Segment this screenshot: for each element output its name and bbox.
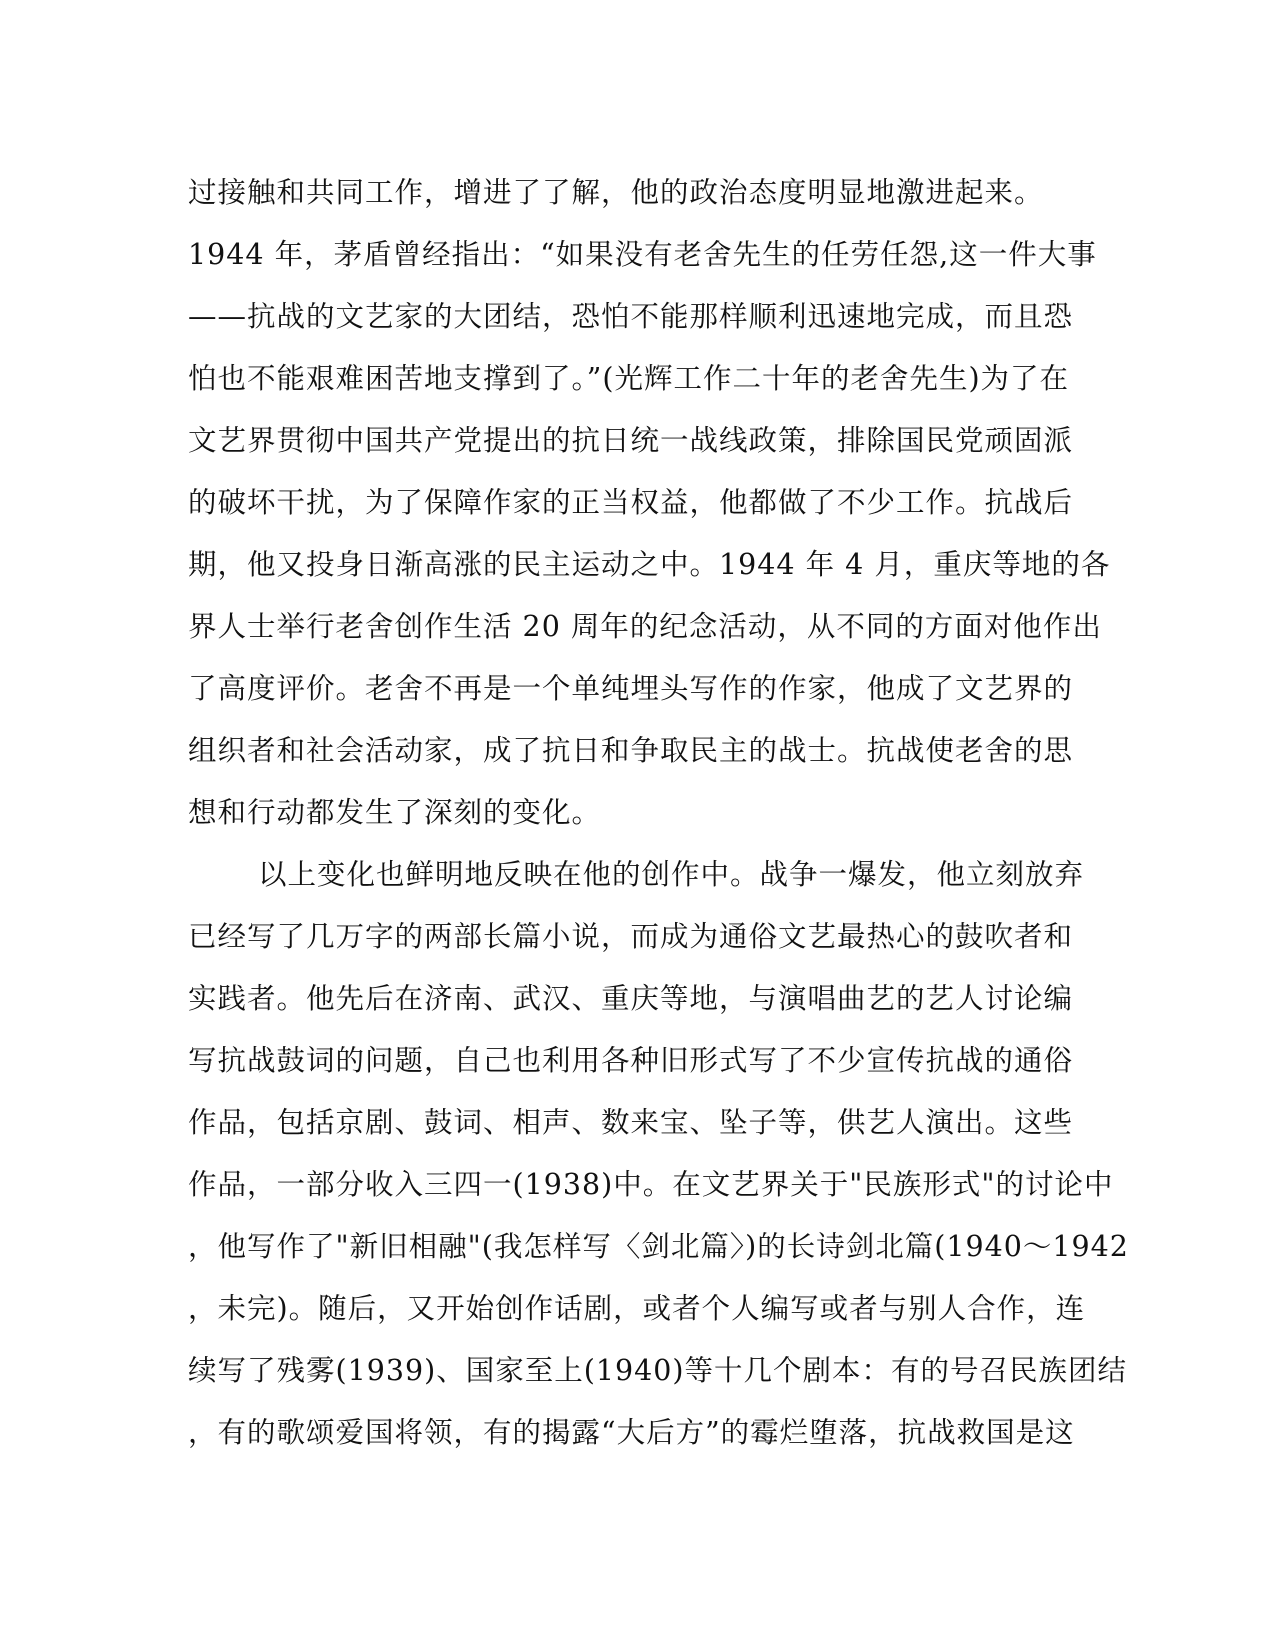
- text-line: 实践者。他先后在济南、武汉、重庆等地，与演唱曲艺的艺人讨论编: [188, 982, 1074, 1015]
- text-line: ，有的歌颂爱国将领，有的揭露“大后方”的霉烂堕落，抗战救国是这: [188, 1416, 1075, 1449]
- text-line: 文艺界贯彻中国共产党提出的抗日统一战线政策，排除国民党顽固派: [188, 424, 1074, 457]
- text-line: 界人士举行老舍创作生活 20 周年的纪念活动，从不同的方面对他作出: [188, 610, 1102, 643]
- text-line: 想和行动都发生了深刻的变化。: [188, 796, 602, 829]
- text-line: 组织者和社会活动家，成了抗日和争取民主的战士。抗战使老舍的思: [188, 734, 1074, 767]
- text-line: 写抗战鼓词的问题，自己也利用各种旧形式写了不少宣传抗战的通俗: [188, 1044, 1074, 1077]
- text-line: 作品，包括京剧、鼓词、相声、数来宝、坠子等，供艺人演出。这些: [188, 1106, 1074, 1139]
- text-line: ，他写作了"新旧相融"(我怎样写〈剑北篇〉)的长诗剑北篇(1940～1942: [188, 1230, 1129, 1263]
- text-line: ——抗战的文艺家的大团结，恐怕不能那样顺利迅速地完成，而且恐: [188, 300, 1074, 333]
- text-line: 续写了残雾(1939)、国家至上(1940)等十几个剧本：有的号召民族团结: [188, 1354, 1128, 1387]
- text-line: 过接触和共同工作，增进了了解，他的政治态度明显地激进起来。: [188, 176, 1044, 209]
- text-line: 的破坏干扰，为了保障作家的正当权益，他都做了不少工作。抗战后: [188, 486, 1074, 519]
- text-line: 已经写了几万字的两部长篇小说，而成为通俗文艺最热心的鼓吹者和: [188, 920, 1074, 953]
- text-line: 了高度评价。老舍不再是一个单纯埋头写作的作家，他成了文艺界的: [188, 672, 1074, 705]
- paragraph-start-line: 以上变化也鲜明地反映在他的创作中。战争一爆发，他立刻放弃: [258, 858, 1085, 891]
- text-line: 期，他又投身日渐高涨的民主运动之中。1944 年 4 月，重庆等地的各: [188, 548, 1111, 581]
- text-line: 1944 年，茅盾曾经指出：“如果没有老舍先生的任劳任怨,这一件大事: [188, 238, 1097, 271]
- body-text: [188, 162, 1129, 1464]
- text-line: 作品，一部分收入三四一(1938)中。在文艺界关于"民族形式"的讨论中: [188, 1168, 1114, 1201]
- text-line: 怕也不能艰难困苦地支撑到了。”(光辉工作二十年的老舍先生)为了在: [188, 362, 1070, 395]
- text-line: ，未完)。随后，又开始创作话剧，或者个人编写或者与别人合作，连: [188, 1292, 1086, 1325]
